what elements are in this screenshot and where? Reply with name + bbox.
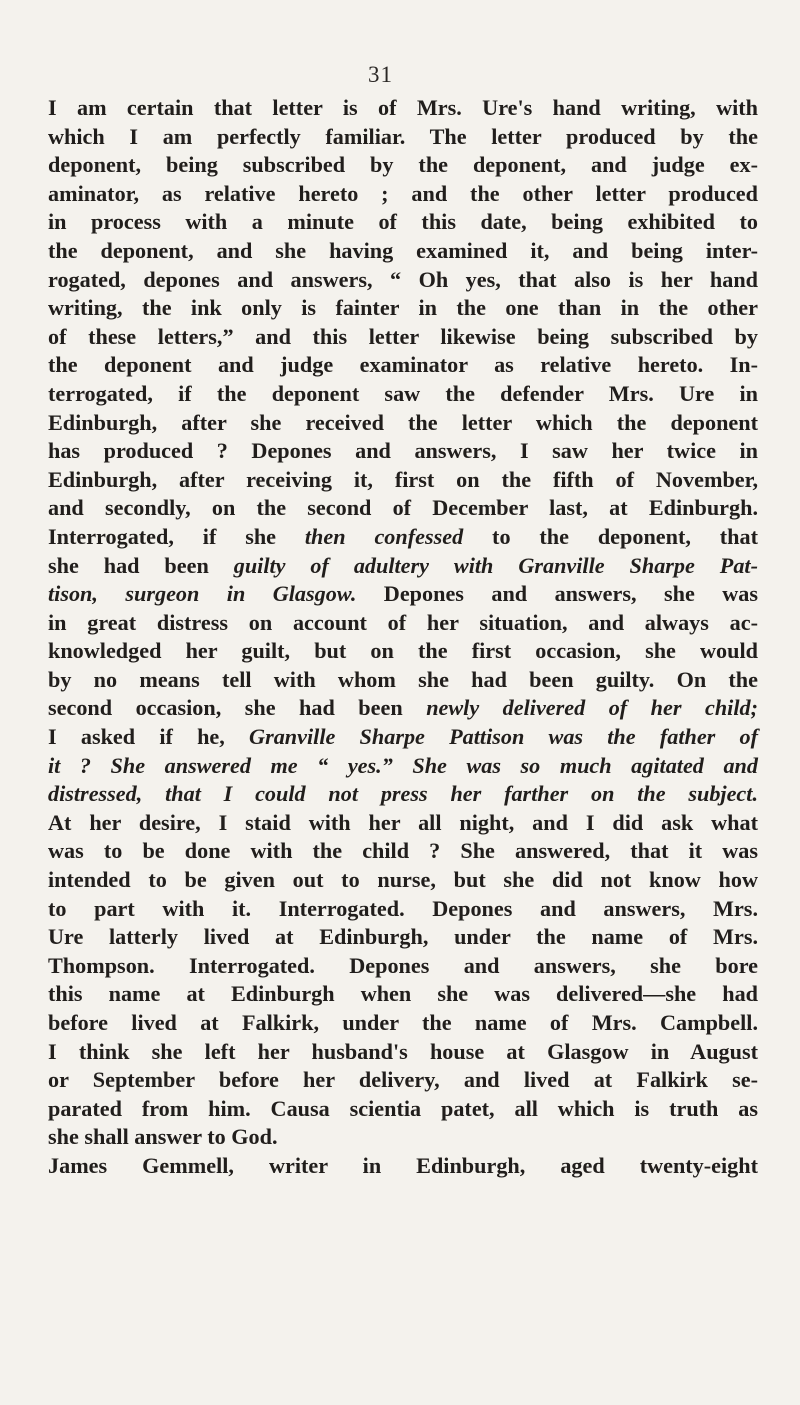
- text-line: [48, 837, 758, 866]
- text-line: [48, 752, 758, 781]
- text-span: James Gemmell, writer in Edinburgh, aged twenty-eight: [48, 1152, 758, 1178]
- text-line: [48, 494, 758, 523]
- text-line: [48, 952, 758, 981]
- text-span: has produced ? Depones and answers, I saw her twice in: [48, 438, 758, 464]
- text-span: [142, 781, 165, 806]
- italic-text: newly delivered of her child;: [426, 695, 758, 721]
- page-number: 31: [368, 62, 393, 87]
- text-line: [48, 666, 758, 695]
- text-span: terrogated, if the deponent saw the defender Mrs. Ure in: [48, 380, 758, 406]
- text-span: in great distress on account of her situation, and always ac-: [48, 609, 758, 635]
- text-span: of these letters,” and this letter likewise being subscribed by: [48, 323, 758, 349]
- italic-text: it ? She answered me “ yes.” She was so much agitated and: [48, 752, 758, 778]
- text-span: aminator, as relative hereto ; and the other letter produced: [48, 180, 758, 206]
- text-span: Ure latterly lived at Edinburgh, under the name of Mrs.: [48, 924, 758, 950]
- text-span: she shall answer to God.: [48, 1124, 278, 1150]
- text-line: [48, 723, 758, 752]
- text-span: to the deponent, that: [463, 523, 759, 549]
- text-span: Thompson. Interrogated. Depones and answers, she bore: [48, 952, 758, 978]
- text-line: [48, 552, 758, 581]
- text-line: [48, 123, 758, 152]
- text-span: the deponent, and she having examined it, and being inter-: [48, 237, 758, 263]
- text-span: second occasion, she had been: [48, 695, 427, 721]
- text-line: [48, 237, 758, 266]
- italic-text: then confessed: [304, 523, 464, 549]
- text-line: [48, 1009, 758, 1038]
- text-span: intended to be given out to nurse, but she did not know how: [48, 867, 758, 893]
- text-line: [48, 780, 758, 809]
- text-line: [48, 1038, 758, 1067]
- text-line: [48, 151, 758, 180]
- text-span: At her desire, I staid with her all night, and I did ask what: [48, 809, 758, 835]
- text-line: [48, 1066, 758, 1095]
- text-line: [48, 351, 758, 380]
- text-span: Edinburgh, after she received the letter which the deponent: [48, 409, 758, 435]
- text-span: Edinburgh, after receiving it, first on the fifth of November,: [48, 466, 758, 492]
- text-span: knowledged her guilt, but on the first occasion, she would: [48, 638, 758, 664]
- text-span: by no means tell with whom she had been guilty. On the: [48, 666, 758, 692]
- text-span: and secondly, on the second of December last, at Edinburgh.: [48, 495, 758, 521]
- text-span: the deponent and judge examinator as relative hereto. In-: [48, 352, 758, 378]
- italic-text: that I could not press her farther on the subject.: [165, 781, 758, 807]
- text-line: [48, 1123, 758, 1152]
- italic-text: distressed,: [48, 781, 143, 807]
- text-line: [48, 180, 758, 209]
- text-span: was to be done with the child ? She answered, that it was: [48, 838, 758, 864]
- text-line: [48, 208, 758, 237]
- text-span: this name at Edinburgh when she was delivered—she had: [48, 981, 758, 1007]
- text-span: in process with a minute of this date, being exhibited to: [48, 209, 758, 235]
- text-line: [48, 1152, 758, 1181]
- text-span: I think she left her husband's house at Glasgow in August: [48, 1038, 758, 1064]
- text-line: [48, 866, 758, 895]
- text-line: [48, 380, 758, 409]
- text-line: [48, 809, 758, 838]
- text-line: [48, 94, 758, 123]
- text-span: or September before her delivery, and lived at Falkirk se-: [48, 1067, 758, 1093]
- text-line: [48, 895, 758, 924]
- text-line: [48, 1095, 758, 1124]
- text-span: rogated, depones and answers, “ Oh yes, that also is her hand: [48, 266, 758, 292]
- text-span: I asked if he,: [48, 724, 250, 750]
- text-line: [48, 694, 758, 723]
- deposition-text: [48, 94, 758, 1181]
- text-span: to part with it. Interrogated. Depones and answers, Mrs.: [48, 895, 758, 921]
- text-line: [48, 637, 758, 666]
- text-line: [48, 580, 758, 609]
- text-line: [48, 437, 758, 466]
- text-line: [48, 266, 758, 295]
- text-line: [48, 609, 758, 638]
- text-span: she had been: [48, 552, 234, 578]
- italic-text: tison, surgeon in Glasgow.: [48, 581, 357, 607]
- text-line: [48, 409, 758, 438]
- text-span: Depones and answers, she was: [356, 581, 758, 607]
- text-line: [48, 466, 758, 495]
- text-line: [48, 923, 758, 952]
- text-line: [48, 323, 758, 352]
- text-span: which I am perfectly familiar. The letter produced by the: [48, 123, 758, 149]
- text-line: [48, 980, 758, 1009]
- text-line: [48, 523, 758, 552]
- text-span: parated from him. Causa scientia patet, all which is truth as: [48, 1095, 758, 1121]
- italic-text: guilty of adultery with Granville Sharpe Pat-: [233, 552, 758, 578]
- italic-text: Granville Sharpe Pattison was the father of: [249, 724, 758, 750]
- text-line: [48, 294, 758, 323]
- text-span: Interrogated, if she: [48, 523, 305, 549]
- text-span: writing, the ink only is fainter in the one than in the other: [48, 295, 758, 321]
- text-span: I am certain that letter is of Mrs. Ure's hand writing, with: [48, 95, 758, 120]
- text-span: before lived at Falkirk, under the name of Mrs. Campbell.: [48, 1010, 758, 1035]
- text-span: deponent, being subscribed by the deponent, and judge ex-: [48, 152, 758, 178]
